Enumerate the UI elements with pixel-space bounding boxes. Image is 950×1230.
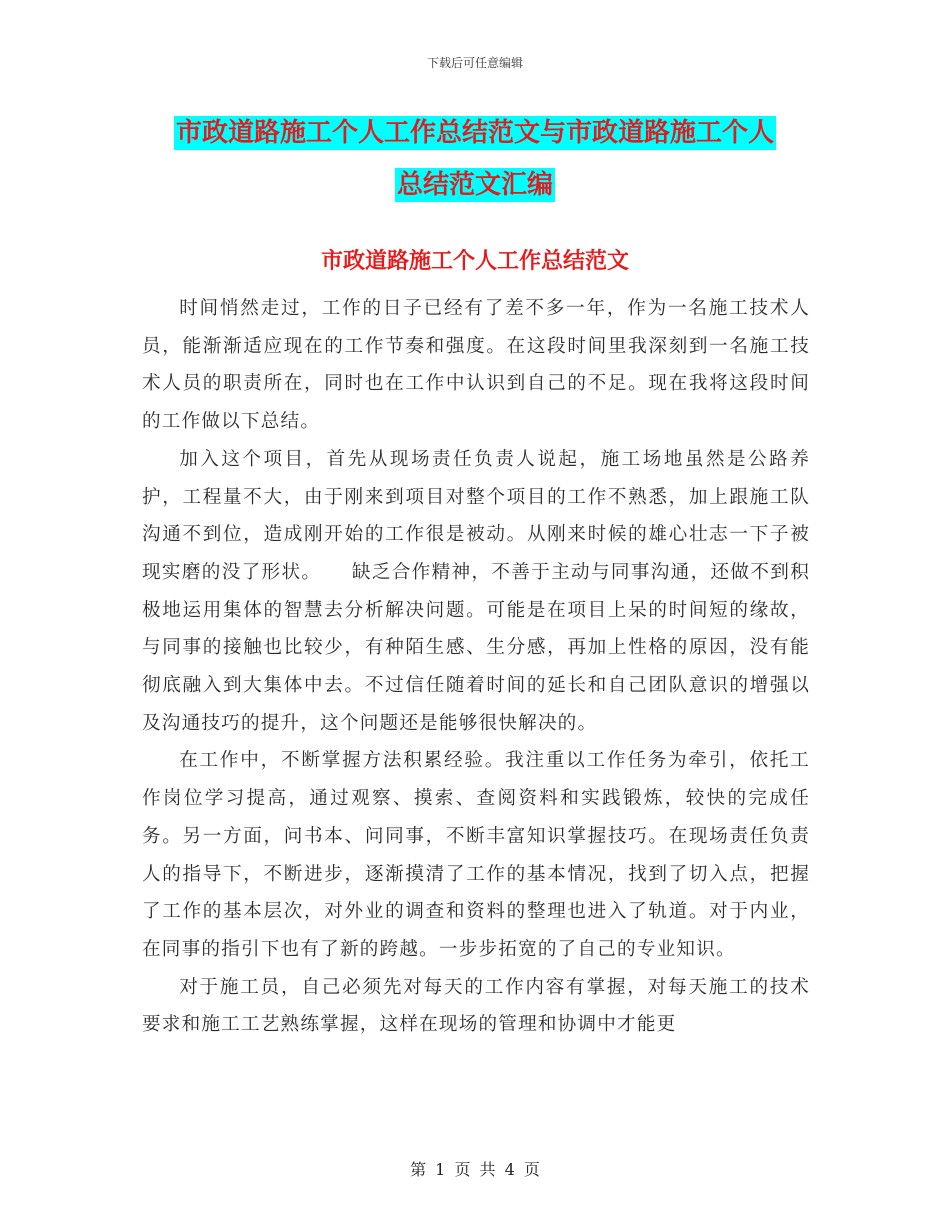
paragraph: 对于施工员，自己必须先对每天的工作内容有掌握，对每天施工的技术要求和施工工艺熟练掌握，这样在现场的管理和协调中才能更	[142, 976, 810, 1036]
document-title	[0, 107, 950, 211]
paragraph: 时间悄然走过，工作的日子已经有了差不多一年，作为一名施工技术人员，能渐渐适应现在的工作节奏和强度。在这段时间里我深刻到一名施工技术人员的职责所在，同时也在工作中认识到自己的不足。现在我将这段时间的工作做以下总结。	[142, 298, 810, 433]
paragraph: 在工作中，不断掌握方法积累经验。我注重以工作任务为牵引，依托工作岗位学习提高，通过观察、摸索、查阅资料和实践锻炼，较快的完成任务。另一方面，问书本、问同事，不断丰富知识掌握技巧。在现场责任负责人的指导下，不断进步，逐渐摸清了工作的基本情况，找到了切入点，把握了工作的基本层次，对外业的调查和资料的整理也进入了轨道。对于内业，在同事的指引下也有了新的跨越。一步步拓宽的了自己的专业知识。	[142, 750, 810, 960]
document-body	[142, 290, 810, 1044]
document-title-line-1: 市政道路施工个人工作总结范文与市政道路施工个人	[175, 118, 774, 148]
section-title: 市政道路施工个人工作总结范文	[320, 249, 629, 274]
header-note: 下载后可任意编辑	[426, 56, 523, 70]
document-title-line-2: 总结范文汇编	[396, 170, 553, 200]
paragraph: 加入这个项目，首先从现场责任负责人说起，施工场地虽然是公路养护，工程量不大，由于刚来到项目对整个项目的工作不熟悉，加上跟施工队沟通不到位，造成刚开始的工作很是被动。从刚来时候的雄心壮志一下子被现实磨的没了形状。 缺乏合作精神，不善于主动与同事沟通，还做不到积极地运用集体的智慧去分析解决问题。可能是在项目上呆的时间短的缘故，与同事的接触也比较少，有种陌生感、生分感，再加上性格的原因，没有能彻底融入到大集体中去。不过信任随着时间的延长和自己团队意识的增强以及沟通技巧的提升，这个问题还是能够很快解决的。	[142, 448, 810, 734]
page-number: 第 1 页 共 4 页	[410, 1160, 540, 1179]
